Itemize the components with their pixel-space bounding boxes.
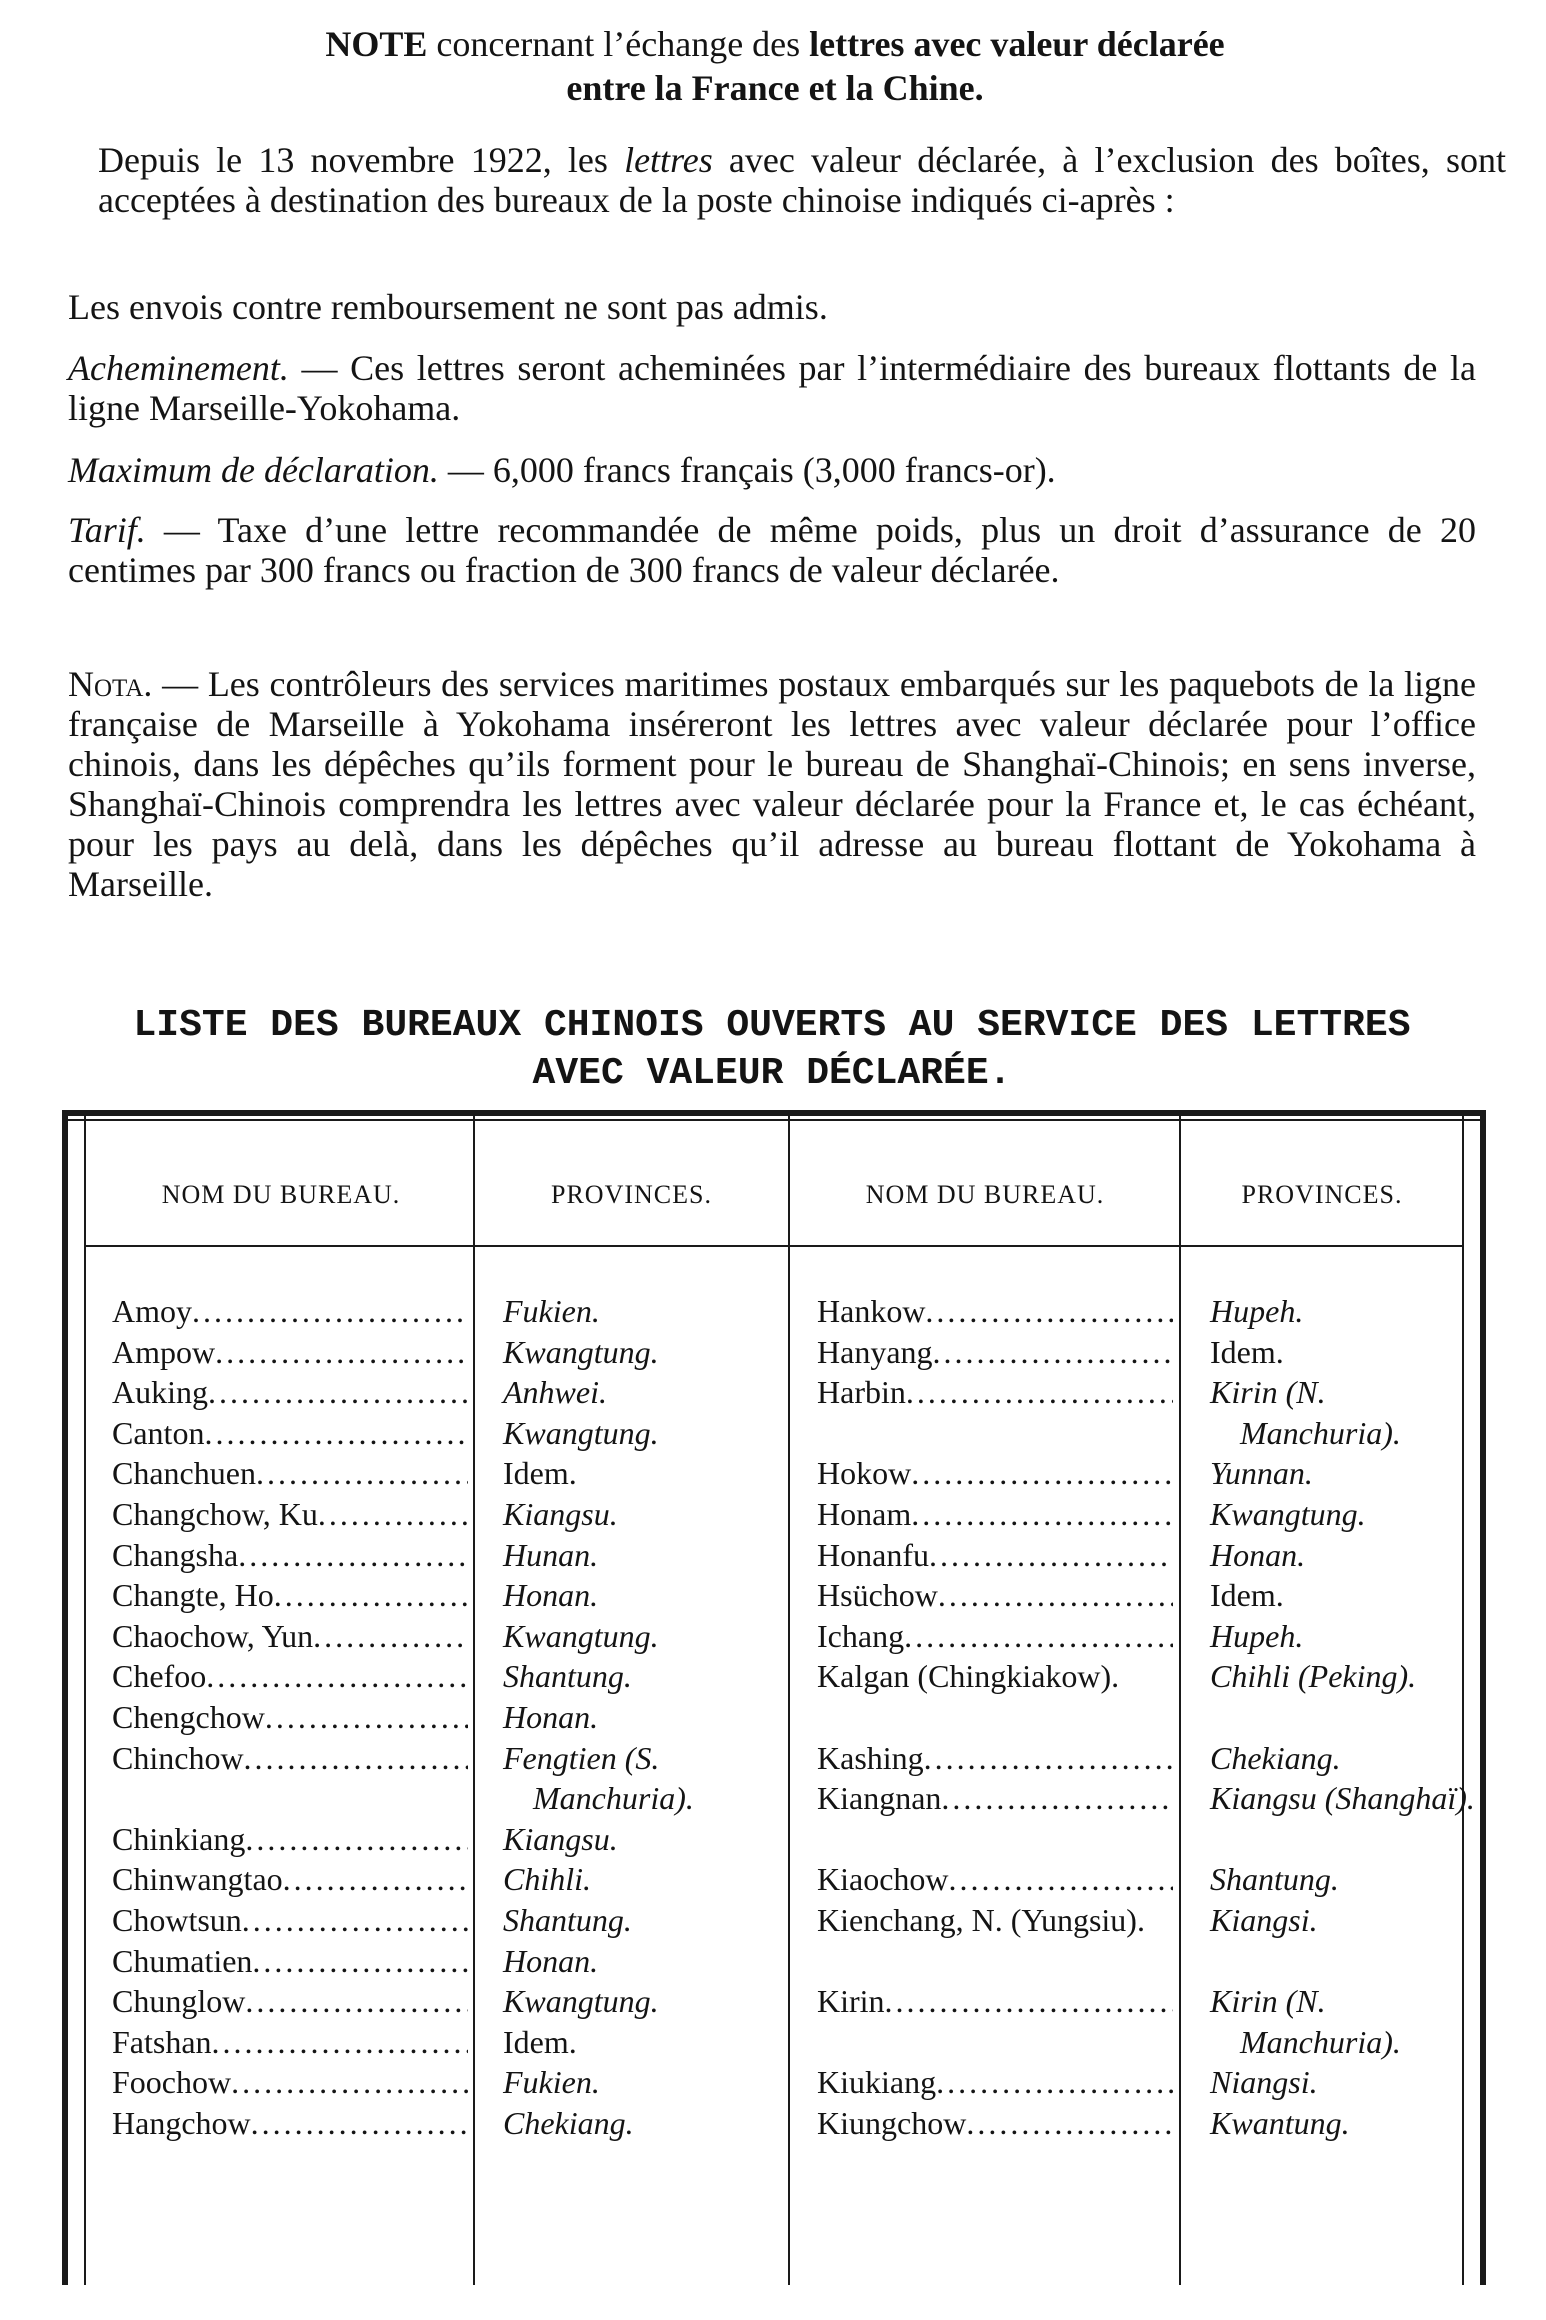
province-cell: Honan.	[1210, 1536, 1306, 1573]
table-row	[817, 1616, 1173, 1657]
table-row	[817, 1332, 1173, 1373]
table-row	[817, 1494, 1173, 1535]
office-name: Chinchow	[112, 1739, 244, 1776]
table-row	[112, 1535, 468, 1576]
province-cell: Chekiang.	[1210, 1739, 1341, 1776]
note-title-bold-word: NOTE	[325, 24, 428, 64]
leader-dots	[242, 1900, 468, 1941]
table-left-inner-border	[84, 1110, 86, 2285]
province-cell: Kwantung.	[1210, 2104, 1350, 2141]
table-top-rule-thin	[62, 1119, 1486, 1121]
office-name: Hokow	[817, 1455, 912, 1492]
intro-prefix: Depuis le 13 novembre 1922, les	[98, 140, 625, 180]
table-row	[112, 1413, 468, 1454]
table-row	[817, 1656, 1173, 1737]
province-cell: Kwangtung.	[1210, 1495, 1366, 1532]
nota-paragraph	[68, 664, 1476, 904]
table-row	[112, 2062, 468, 2103]
office-name: Canton	[112, 1414, 205, 1451]
acheminement-text: — Ces lettres seront acheminées par l’intermédiaire des bureaux flottants de la ligne Marseille-Yokohama.	[68, 348, 1476, 428]
list-title-line2: AVEC VALEUR DÉCLARÉE.	[532, 1052, 1012, 1095]
province-cell: Hunan.	[503, 1536, 599, 1573]
table-row	[112, 1697, 468, 1738]
office-name: Chumatien	[112, 1942, 253, 1979]
province-cell: Honan.	[503, 1942, 599, 1979]
province-cell: Niangsi.	[1210, 2064, 1318, 2101]
leader-dots	[265, 1697, 468, 1738]
leader-dots	[192, 1291, 468, 1332]
leader-dots	[244, 1738, 468, 1819]
province-cell: Fengtien (S. Manchuria).	[503, 1739, 694, 1817]
leader-dots	[256, 1453, 468, 1494]
leader-dots	[251, 2103, 468, 2144]
table-row	[112, 1453, 468, 1494]
province-cell: Honan.	[503, 1698, 599, 1735]
tarif-text: — Taxe d’une lettre recommandée de même poids, plus un droit d’assurance de 20 centimes par 300 francs ou fraction de 300 francs de valeur déclarée.	[68, 510, 1476, 590]
office-name: Chaochow, Yun	[112, 1617, 314, 1654]
header-office-left: NOM DU BUREAU.	[161, 1180, 401, 1209]
office-name: Kiukiang	[817, 2064, 937, 2101]
table-row	[112, 1900, 468, 1941]
province-cell: Kwangtung.	[503, 1983, 659, 2020]
leader-dots	[212, 2022, 468, 2063]
right-province-column	[1210, 1291, 1482, 2143]
table-row	[817, 1859, 1173, 1900]
province-cell: Hupeh.	[1210, 1293, 1304, 1329]
table-row	[817, 2062, 1173, 2103]
nota-text: — Les contrôleurs des services maritimes postaux embarqués sur les paquebots de la ligne française de Marseille à Yokohama inséreront les lettres avec valeur déclarée pour l’office chinois, dans les dépêches qu’ils forment pour le bureau de Shanghaï-Chinois; en sens inverse, Shanghaï-Chinois comprendra les lettres avec valeur déclarée pour la France et, le cas échéant, pour les pays au delà, dans les dépêches qu’il adresse au bureau flottant de Yokohama à Marseille.	[68, 664, 1476, 904]
table-header-rule	[84, 1245, 1464, 1247]
table-row	[112, 1859, 468, 1900]
table-row	[817, 1900, 1173, 1981]
office-name: Kalgan (Chingkiakow).	[817, 1658, 1120, 1695]
leader-dots	[204, 1413, 468, 1454]
province-cell: Kiangsu (Shanghaï).	[1210, 1780, 1475, 1817]
leader-dots	[283, 1859, 468, 1900]
office-name: Kirin	[817, 1983, 885, 2020]
leader-dots	[238, 1535, 468, 1576]
leader-dots	[904, 1616, 1173, 1657]
acheminement-paragraph	[68, 348, 1476, 428]
office-name: Fatshan	[112, 2023, 212, 2060]
remboursement-paragraph	[68, 287, 1476, 327]
office-name: Hsüchow	[817, 1577, 938, 1614]
table-row	[112, 1494, 468, 1535]
table-col-divider-2	[788, 1110, 790, 2285]
province-cell: Kiangsu.	[503, 1820, 618, 1857]
office-name: Hanyang	[817, 1333, 933, 1370]
leader-dots	[245, 1819, 468, 1860]
table-row	[817, 1291, 1173, 1332]
office-name: Chanchuen	[112, 1455, 256, 1492]
table-row	[112, 1332, 468, 1373]
office-name: Kiaochow	[817, 1861, 949, 1898]
leader-dots	[313, 1616, 468, 1657]
table-row	[112, 1738, 468, 1819]
province-cell: Kirin (N. Manchuria).	[1210, 1983, 1401, 2060]
province-cell: Kwangtung.	[503, 1617, 659, 1654]
leader-dots	[215, 1332, 468, 1373]
office-name: Hankow	[817, 1293, 926, 1329]
province-cell: Idem.	[1210, 1577, 1284, 1614]
office-name: Chowtsun	[112, 1901, 242, 1938]
table-row	[817, 1535, 1173, 1576]
province-cell: Kwangtung.	[503, 1333, 659, 1370]
province-cell: Idem.	[1210, 1333, 1284, 1370]
office-name: Ichang	[817, 1617, 905, 1654]
leader-dots	[924, 1738, 1173, 1779]
left-province-column	[503, 1291, 788, 2143]
leader-dots	[906, 1372, 1173, 1453]
table-row	[817, 1453, 1173, 1494]
province-cell: Idem.	[503, 1455, 577, 1492]
table-top-rule	[62, 1110, 1486, 1116]
leader-dots	[933, 1332, 1173, 1373]
note-title-bold-phrase: lettres avec valeur déclarée	[809, 24, 1225, 64]
office-name: Chengchow	[112, 1698, 265, 1735]
table-col-divider-3	[1179, 1110, 1181, 2285]
office-name: Honanfu	[817, 1536, 929, 1573]
province-cell: Idem.	[503, 2023, 577, 2060]
maximum-label: Maximum de déclaration.	[68, 450, 439, 490]
leader-dots	[231, 2062, 468, 2103]
office-name: Kashing	[817, 1739, 924, 1776]
leader-dots	[925, 1291, 1173, 1332]
table-row	[112, 1575, 468, 1616]
left-office-column	[112, 1291, 468, 2143]
intro-italic: lettres	[624, 140, 713, 180]
acheminement-label: Acheminement.	[68, 348, 289, 388]
province-cell: Shantung.	[503, 1901, 632, 1938]
table-row	[817, 2103, 1173, 2144]
office-name: Kienchang, N. (Yungsiu).	[817, 1901, 1145, 1938]
province-cell: Hupeh.	[1210, 1617, 1304, 1654]
office-name: Ampow	[112, 1333, 216, 1370]
nota-label: Nota.	[68, 664, 153, 704]
office-name: Honam	[817, 1495, 912, 1532]
table-row	[112, 1616, 468, 1657]
office-name: Chinkiang	[112, 1820, 246, 1857]
list-title-line1: LISTE DES BUREAUX CHINOIS OUVERTS AU SERVICE DES LETTRES	[133, 1004, 1411, 1047]
table-row	[112, 1656, 468, 1697]
table-row	[112, 2022, 468, 2063]
table-left-border	[62, 1110, 68, 2285]
office-name: Kiungchow	[817, 2104, 967, 2141]
header-province-right: PROVINCES.	[1241, 1180, 1403, 1209]
office-name: Auking	[112, 1374, 208, 1411]
leader-dots	[938, 1575, 1173, 1616]
table-row	[817, 1778, 1173, 1859]
right-office-column	[817, 1291, 1173, 2143]
province-cell: Chihli (Peking).	[1210, 1658, 1417, 1695]
office-name: Foochow	[112, 2064, 232, 2101]
note-title-line2: entre la France et la Chine.	[566, 68, 984, 108]
table-row	[817, 1372, 1173, 1453]
leader-dots	[929, 1535, 1173, 1576]
leader-dots	[911, 1453, 1173, 1494]
table-row	[112, 1981, 468, 2022]
office-name: Chinwangtao	[112, 1861, 283, 1898]
table-row	[112, 1819, 468, 1860]
intro-suffix: avec valeur déclarée, à l’exclusion des boîtes, sont acceptées à destination des bureaux de la poste chinoise indiqués ci-après :	[98, 140, 1506, 220]
table-row	[817, 1738, 1173, 1779]
list-title	[60, 1002, 1484, 1098]
province-cell: Kwangtung.	[503, 1414, 659, 1451]
table-row	[112, 1372, 468, 1413]
province-cell: Fukien.	[503, 2064, 600, 2101]
province-cell: Chihli.	[503, 1861, 592, 1898]
intro-paragraph	[68, 140, 1506, 220]
table-col-divider-1	[473, 1110, 475, 2285]
table-row	[817, 1981, 1173, 2062]
maximum-text: — 6,000 francs français (3,000 francs-or).	[438, 450, 1056, 490]
table-row	[112, 2103, 468, 2144]
leader-dots	[911, 1494, 1173, 1535]
office-name: Chunglow	[112, 1983, 246, 2020]
table-row	[112, 1291, 468, 1332]
province-cell: Fukien.	[503, 1293, 600, 1329]
remboursement-text: Les envois contre remboursement ne sont pas admis.	[68, 287, 828, 327]
tarif-paragraph	[68, 510, 1476, 590]
office-name: Kiangnan	[817, 1780, 942, 1817]
table-row	[112, 1941, 468, 1982]
tarif-label: Tarif.	[68, 510, 146, 550]
province-cell: Kiangsi.	[1210, 1901, 1318, 1938]
office-name: Harbin	[817, 1374, 906, 1411]
office-name: Changsha	[112, 1536, 239, 1573]
note-title	[100, 22, 1450, 110]
office-name: Hangchow	[112, 2104, 251, 2141]
header-province-left: PROVINCES.	[551, 1180, 712, 1209]
leader-dots	[245, 1981, 468, 2022]
province-cell: Shantung.	[1210, 1861, 1339, 1898]
province-cell: Shantung.	[503, 1658, 632, 1695]
province-cell: Kirin (N. Manchuria).	[1210, 1374, 1401, 1451]
leader-dots	[941, 1778, 1173, 1859]
table-row	[817, 1575, 1173, 1616]
office-name: Chefoo	[112, 1658, 207, 1695]
office-name: Amoy	[112, 1293, 192, 1329]
leader-dots	[252, 1941, 468, 1982]
province-cell: Kiangsu.	[503, 1495, 618, 1532]
province-cell: Yunnan.	[1210, 1455, 1313, 1492]
leader-dots	[208, 1372, 468, 1413]
note-title-middle: concernant l’échange des	[427, 24, 810, 64]
leader-dots	[274, 1575, 468, 1616]
office-name: Changchow, Ku	[112, 1495, 318, 1532]
leader-dots	[206, 1656, 468, 1697]
leader-dots	[966, 2103, 1173, 2144]
maximum-paragraph	[68, 450, 1476, 490]
leader-dots	[885, 1981, 1173, 2062]
leader-dots	[936, 2062, 1173, 2103]
province-cell: Honan.	[503, 1577, 599, 1614]
province-cell: Anhwei.	[503, 1374, 607, 1411]
header-office-right: NOM DU BUREAU.	[865, 1180, 1105, 1209]
leader-dots	[949, 1859, 1173, 1900]
office-name: Changte, Ho	[112, 1577, 274, 1614]
province-cell: Chekiang.	[503, 2104, 634, 2141]
leader-dots	[318, 1494, 468, 1535]
